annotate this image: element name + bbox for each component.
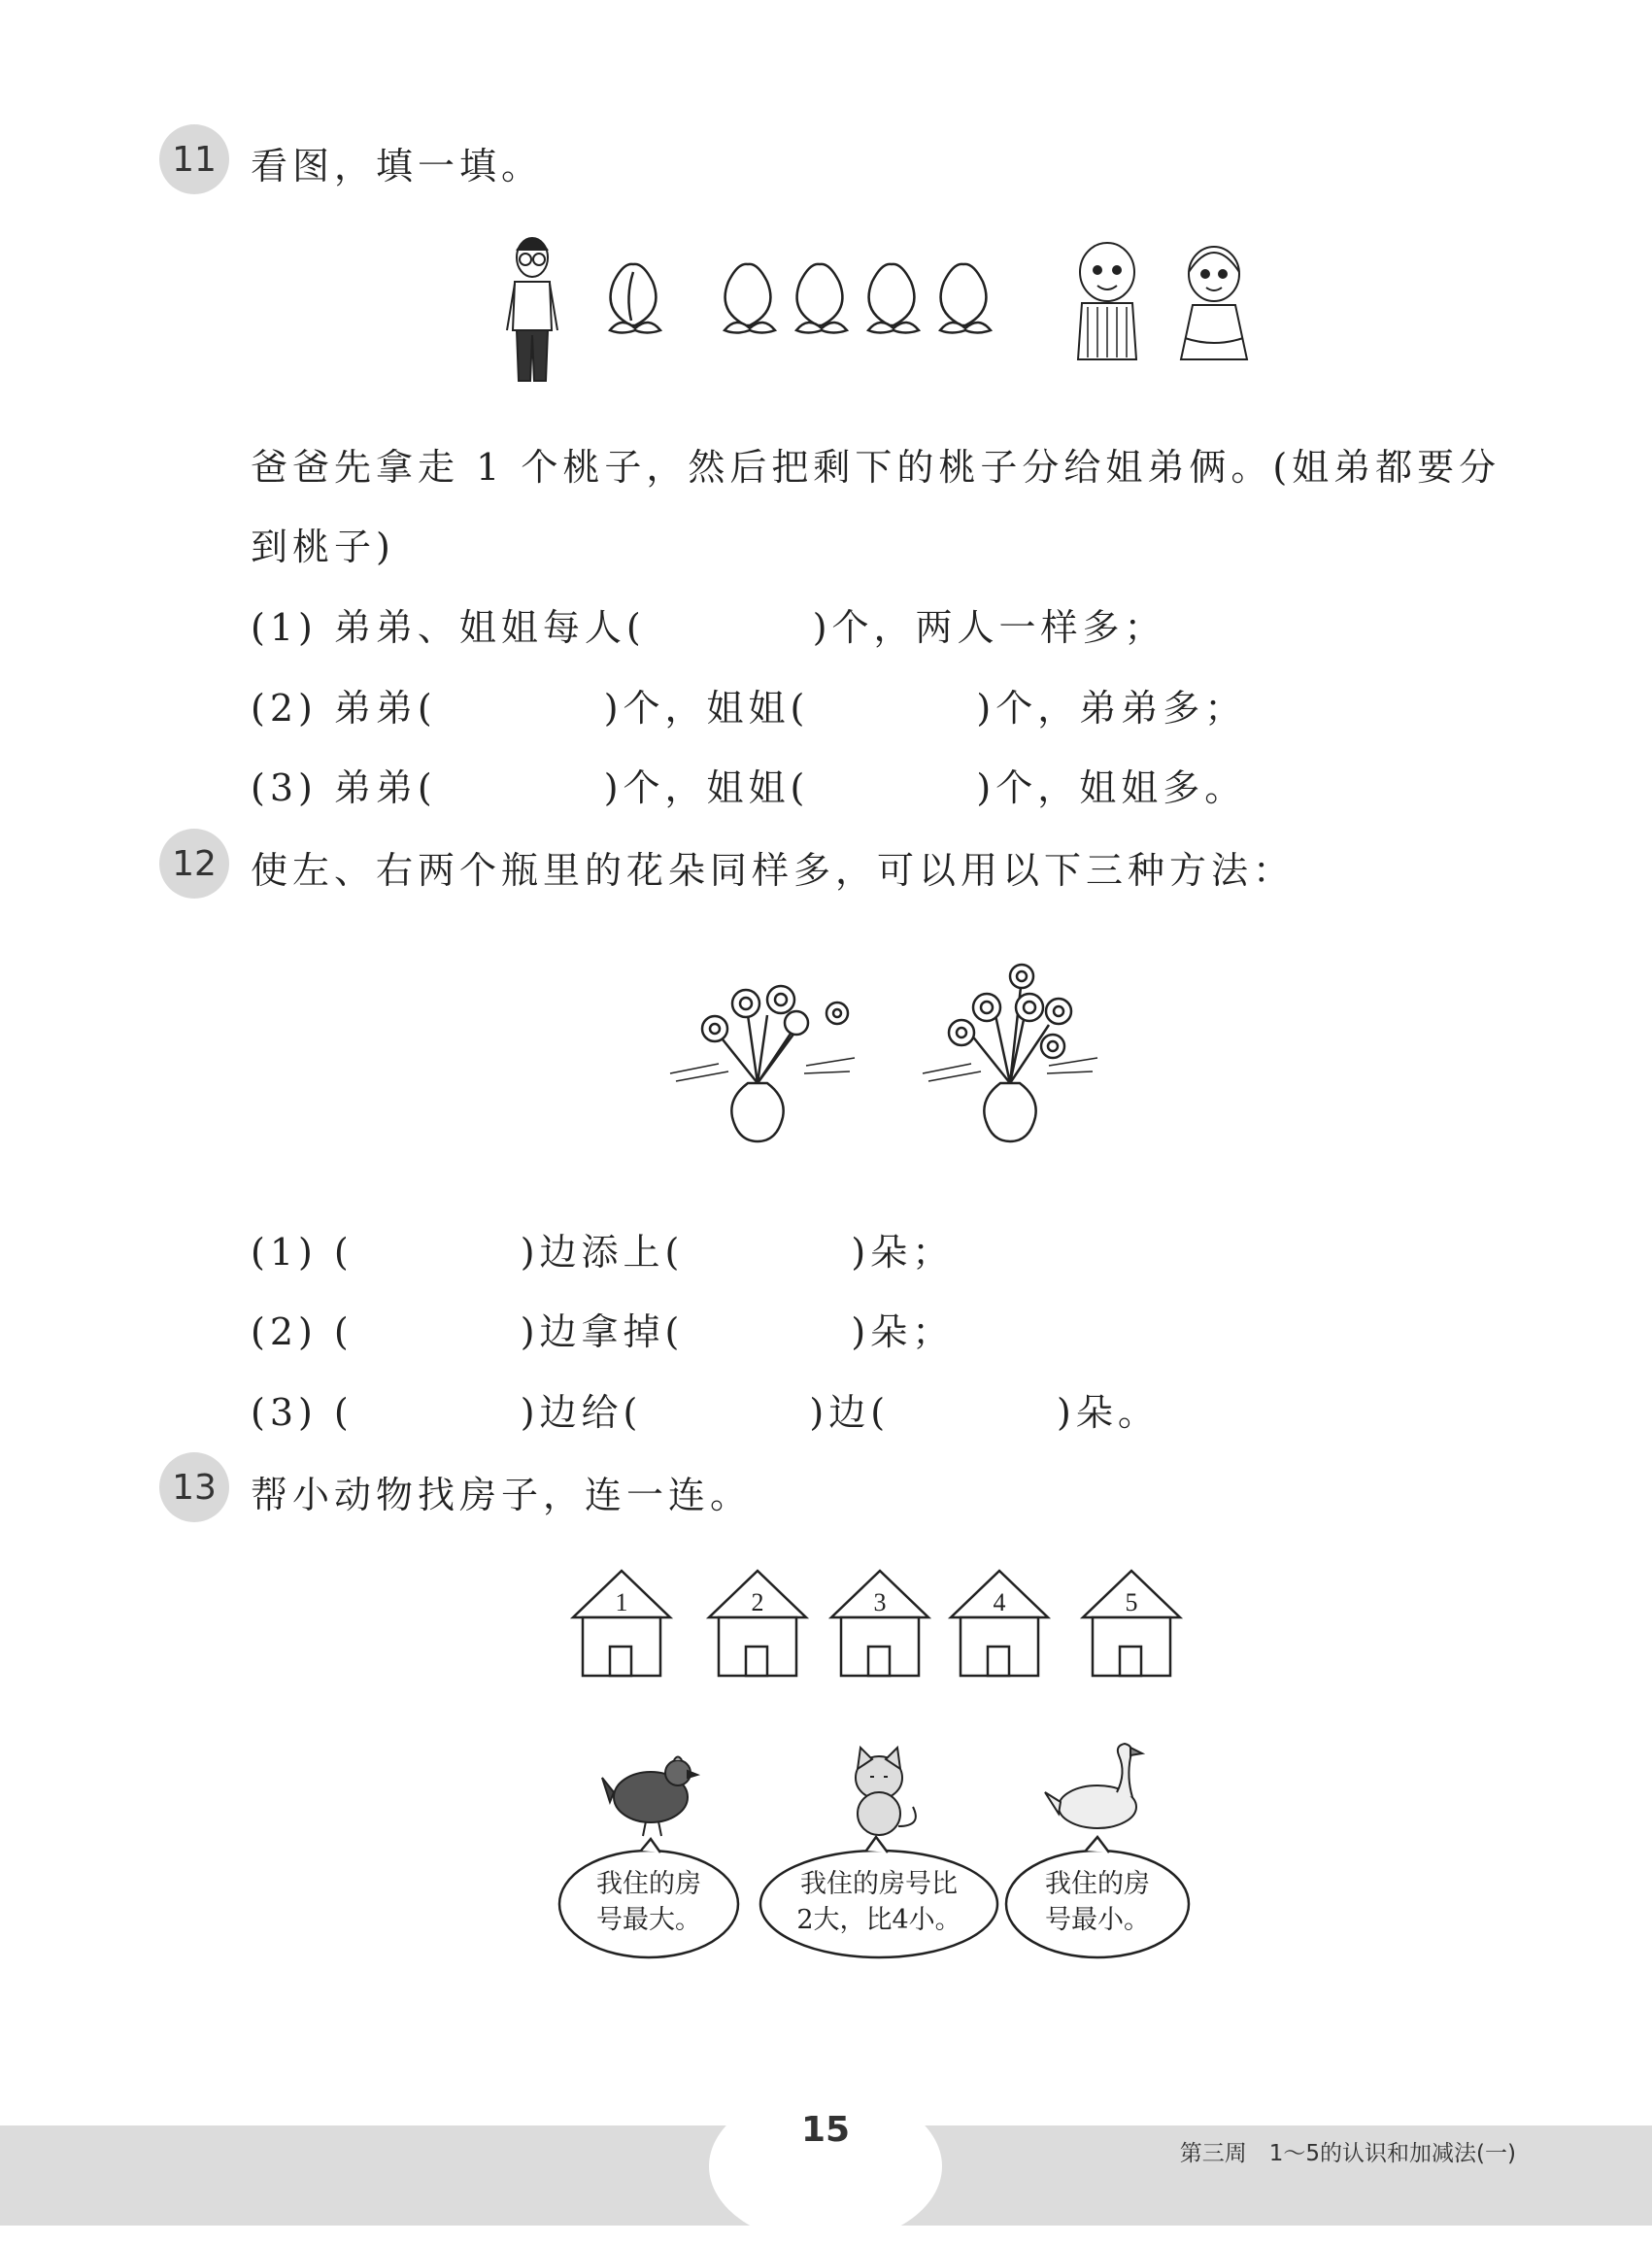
hen-figure [602,1757,697,1837]
animals-and-speech-bubbles [554,1734,1195,1967]
question-11-item-1: (1) 弟弟、姐姐每人( )个，两人一样多； [251,606,1166,649]
bubble-3 [1006,1837,1189,1957]
house-3 [831,1571,928,1676]
flower-vases-illustration [660,957,1107,1151]
house-number-3: 3 [873,1588,887,1616]
left-vase [670,986,855,1141]
page-number: 15 [800,2110,851,2150]
father-figure [507,238,557,381]
goose-figure [1045,1744,1142,1828]
house-5 [1083,1571,1180,1676]
sister-figure [1181,247,1247,359]
question-11-title: 看图，填一填。 [251,145,544,187]
cat-figure [856,1748,916,1835]
question-number-11: 11 [159,124,229,194]
question-12-title: 使左、右两个瓶里的花朵同样多，可以用以下三种方法： [251,849,1296,892]
question-12-item-2: (2) ( )边拿掉( )朵； [251,1310,955,1353]
peach-family-illustration [505,223,1282,393]
house-1 [573,1571,670,1676]
brother-figure [1078,243,1136,359]
question-12-item-3: (3) ( )边给( )边( )朵。 [251,1391,1160,1434]
house-4 [951,1571,1048,1676]
house-number-4: 4 [993,1588,1006,1616]
house-number-2: 2 [751,1588,764,1616]
bubble-3-line-1: 我住的房 [1045,1869,1150,1899]
bubble-2 [760,1837,997,1957]
question-number-12: 12 [159,829,229,899]
bubble-3-line-2: 号最小。 [1045,1905,1150,1935]
house-number-1: 1 [615,1588,628,1616]
question-12-item-1: (1) ( )边添上( )朵； [251,1231,955,1274]
house-number-5: 5 [1125,1588,1138,1616]
peach-single [610,264,660,333]
question-11-item-2: (2) 弟弟( )个，姐姐( )个，弟弟多； [251,687,1247,730]
question-11-item-3: (3) 弟弟( )个，姐姐( )个，姐姐多。 [251,766,1247,809]
question-11-text-line-2: 到桃子) [251,526,395,568]
question-11-text-line-1: 爸爸先拿走 1 个桃子，然后把剩下的桃子分给姐弟俩。(姐弟都要分 [251,446,1501,489]
question-number-13: 13 [159,1452,229,1522]
peach-group [725,264,991,333]
bubble-2-line-2: 2大，比4小。 [796,1905,961,1935]
right-vase [923,965,1097,1141]
section-title: 第三周 1～5的认识和加减法(一) [1179,2141,1516,2166]
bubble-2-line-1: 我住的房号比 [800,1869,958,1899]
bubble-1-line-2: 号最大。 [596,1905,701,1935]
houses-row [563,1569,1195,1685]
question-13-title: 帮小动物找房子，连一连。 [251,1474,753,1516]
bubble-1-line-1: 我住的房 [596,1869,701,1899]
house-2 [709,1571,806,1676]
bubble-1 [559,1839,738,1957]
